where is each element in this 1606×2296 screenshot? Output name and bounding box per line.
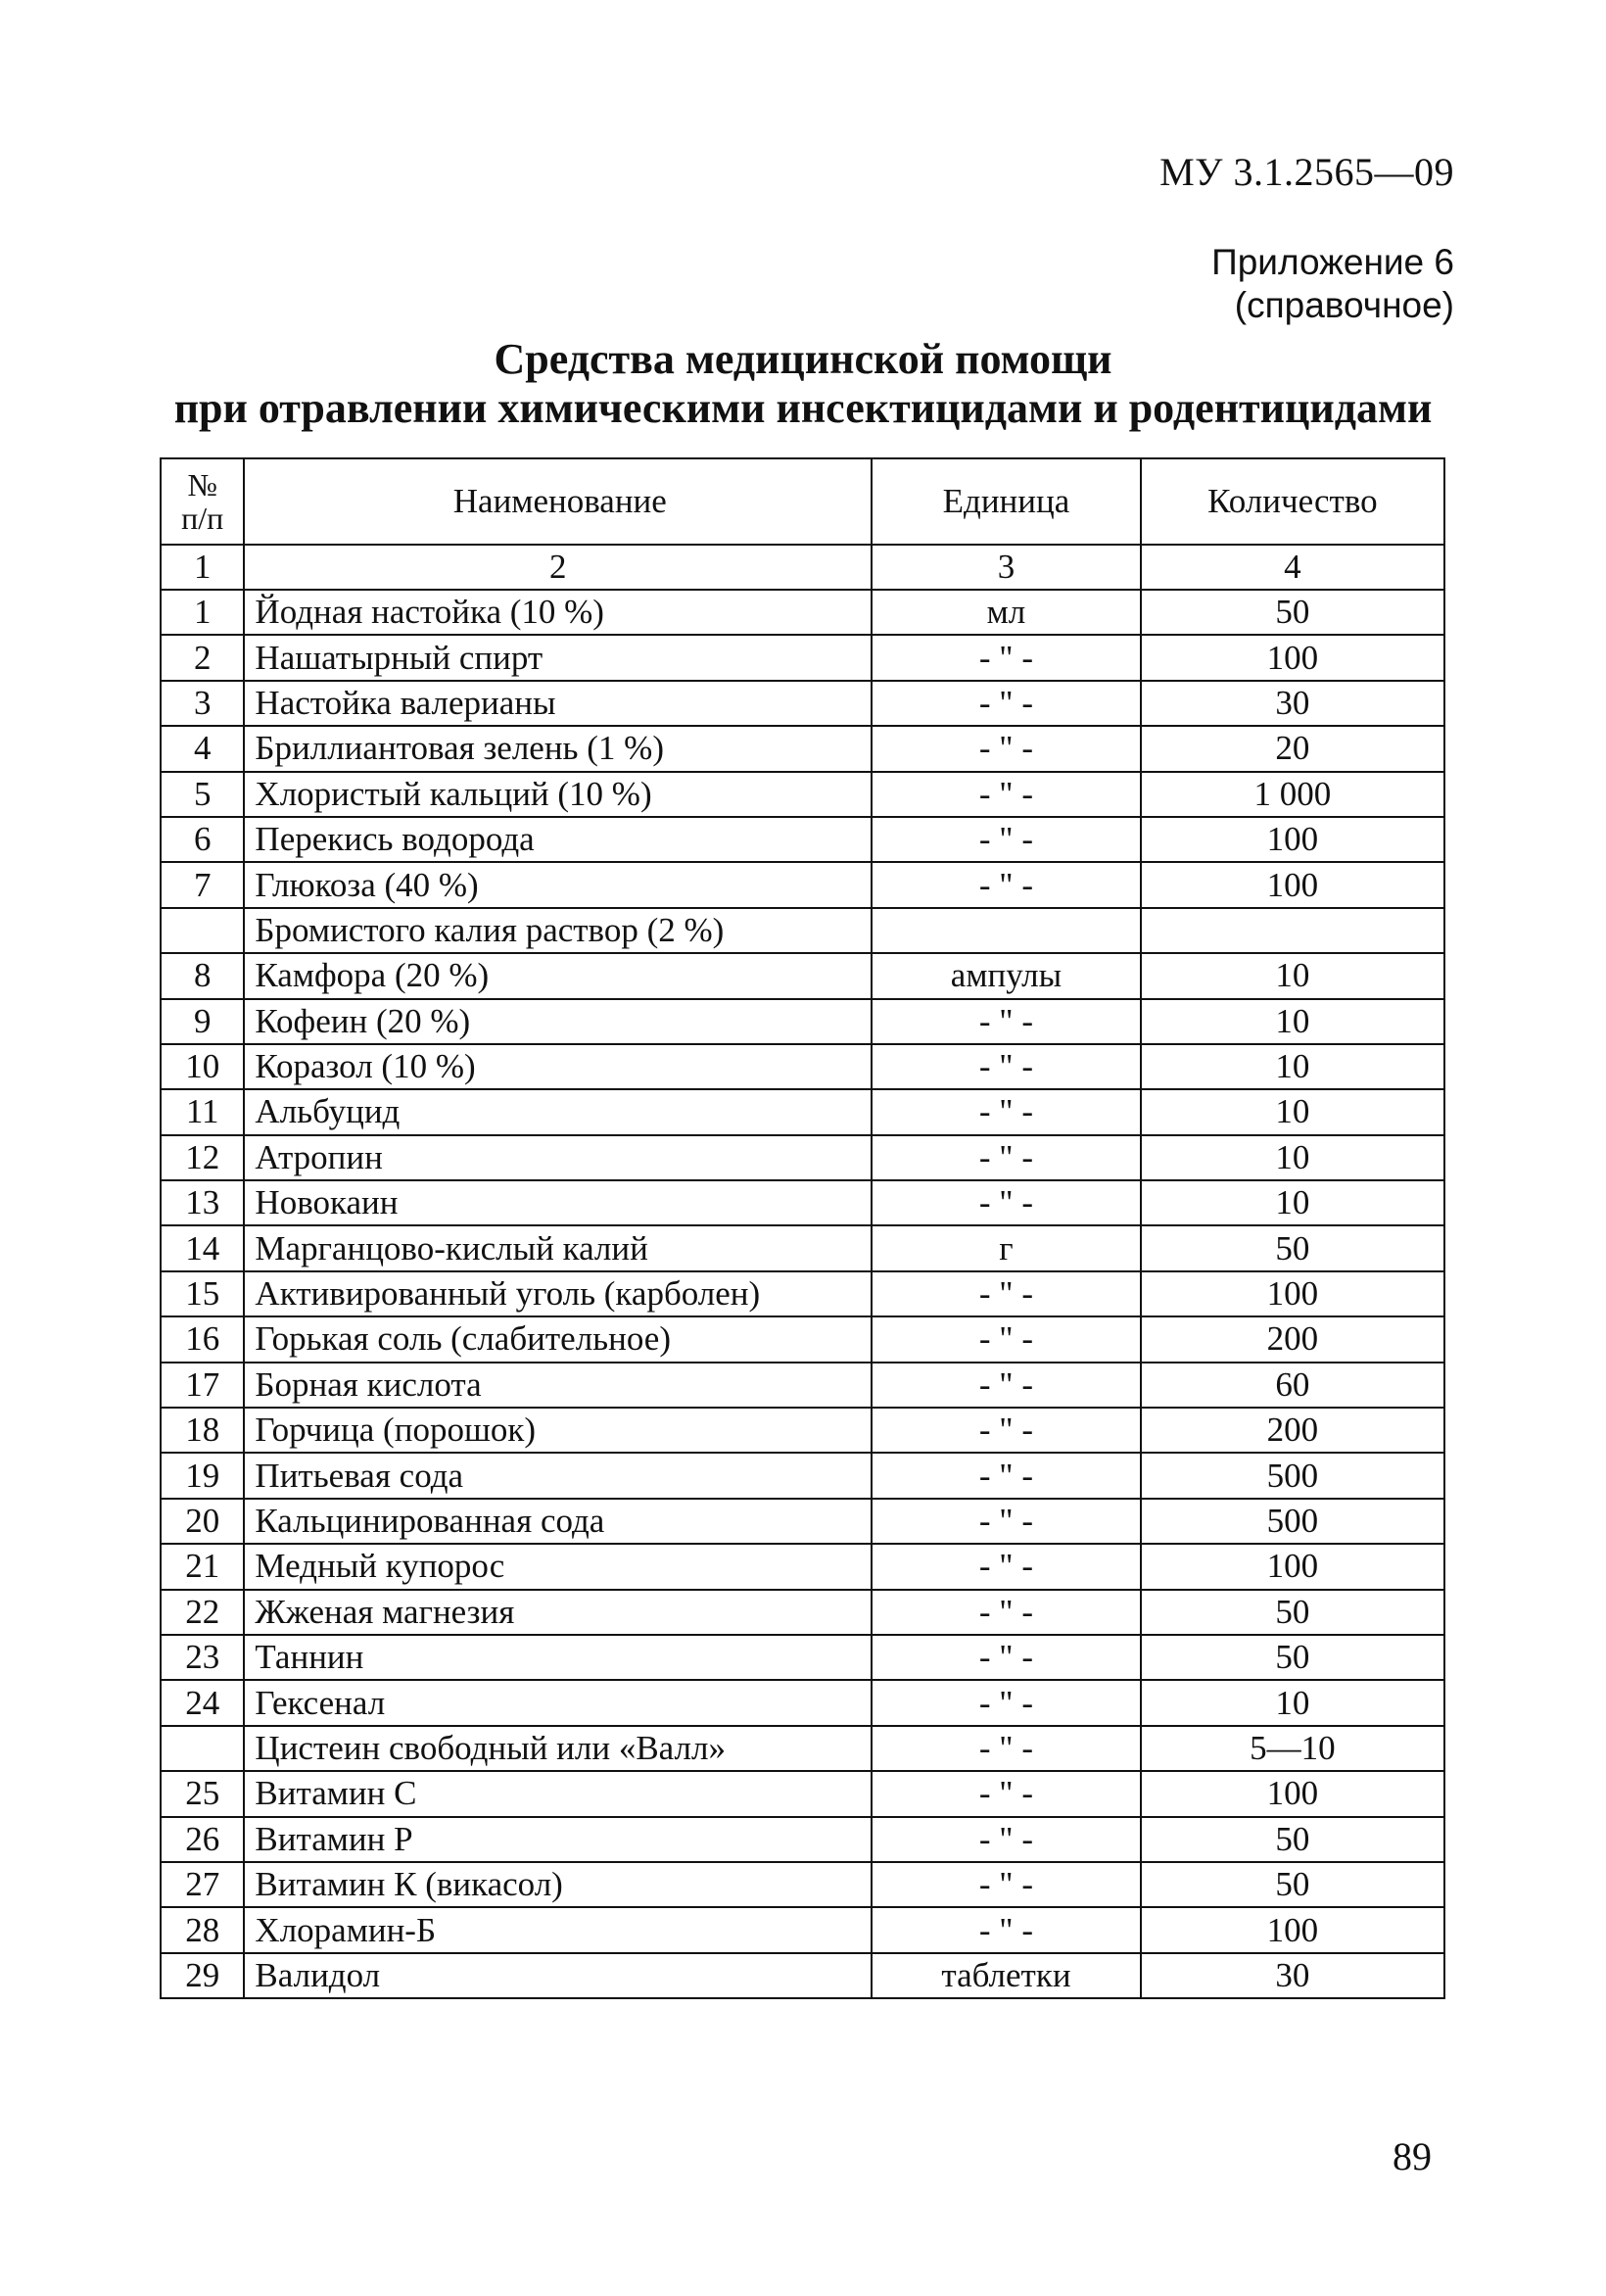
table-row (161, 1817, 1444, 1862)
title-line-2: при отравлении химическими инсектицидами и родентицидами (173, 384, 1433, 432)
table-row (161, 1907, 1444, 1952)
row-name: Коразол (10 %) (244, 1044, 872, 1089)
row-number: 6 (161, 817, 244, 862)
row-quantity: 100 (1141, 1544, 1444, 1589)
row-quantity: 1 000 (1141, 772, 1444, 817)
row-name: Витамин К (викасол) (244, 1862, 872, 1907)
table-row (161, 1225, 1444, 1270)
appendix-type: (справочное) (1234, 285, 1454, 325)
row-number: 19 (161, 1453, 244, 1498)
row-number: 20 (161, 1499, 244, 1544)
row-unit: - " - (872, 1363, 1141, 1408)
row-name: Хлористый кальций (10 %) (244, 772, 872, 817)
row-number: 27 (161, 1862, 244, 1907)
table-row (161, 1635, 1444, 1680)
row-name: Новокаин (244, 1180, 872, 1225)
row-name: Таннин (244, 1635, 872, 1680)
row-unit: - " - (872, 1499, 1141, 1544)
table-row (161, 1453, 1444, 1498)
row-quantity (1141, 908, 1444, 953)
table-row (161, 999, 1444, 1044)
row-name: Горькая соль (слабительное) (244, 1316, 872, 1362)
column-index: 1 (161, 545, 244, 590)
table-row (161, 1180, 1444, 1225)
row-quantity: 50 (1141, 1862, 1444, 1907)
table-row (161, 1408, 1444, 1453)
row-quantity: 100 (1141, 1907, 1444, 1952)
row-name: Гексенал (244, 1680, 872, 1725)
row-unit: - " - (872, 1044, 1141, 1089)
appendix-label (1211, 241, 1454, 327)
row-number: 29 (161, 1953, 244, 1998)
row-quantity: 10 (1141, 1089, 1444, 1134)
row-unit: - " - (872, 1817, 1141, 1862)
row-unit: - " - (872, 1635, 1141, 1680)
row-number: 3 (161, 681, 244, 726)
table-row (161, 817, 1444, 862)
row-quantity: 10 (1141, 1180, 1444, 1225)
row-quantity: 500 (1141, 1453, 1444, 1498)
row-unit: - " - (872, 1135, 1141, 1180)
row-quantity: 100 (1141, 862, 1444, 907)
medications-table (160, 457, 1445, 1999)
row-number: 1 (161, 590, 244, 635)
header-number-label: п/п (181, 501, 224, 536)
row-unit: - " - (872, 1316, 1141, 1362)
table-row (161, 1590, 1444, 1635)
table-header-row (161, 458, 1444, 545)
row-quantity: 10 (1141, 953, 1444, 998)
table-row (161, 1316, 1444, 1362)
row-name: Альбуцид (244, 1089, 872, 1134)
row-quantity: 30 (1141, 681, 1444, 726)
header-number (161, 458, 244, 545)
row-number: 24 (161, 1680, 244, 1725)
row-quantity: 10 (1141, 1135, 1444, 1180)
row-unit: - " - (872, 1271, 1141, 1316)
row-name: Витамин Р (244, 1817, 872, 1862)
row-quantity: 60 (1141, 1363, 1444, 1408)
table-row (161, 1771, 1444, 1816)
row-quantity: 500 (1141, 1499, 1444, 1544)
row-number: 17 (161, 1363, 244, 1408)
row-number (161, 908, 244, 953)
row-name: Активированный уголь (карболен) (244, 1271, 872, 1316)
table-row (161, 1953, 1444, 1998)
row-unit: - " - (872, 1907, 1141, 1952)
row-quantity: 100 (1141, 1771, 1444, 1816)
row-unit: - " - (872, 1680, 1141, 1725)
row-unit: - " - (872, 635, 1141, 680)
row-unit: - " - (872, 726, 1141, 771)
row-quantity: 50 (1141, 1817, 1444, 1862)
header-number-symbol: № (187, 467, 217, 502)
row-unit: - " - (872, 817, 1141, 862)
row-quantity: 200 (1141, 1316, 1444, 1362)
row-quantity: 100 (1141, 1271, 1444, 1316)
appendix-number: Приложение 6 (1211, 242, 1454, 282)
row-unit: - " - (872, 1544, 1141, 1589)
row-number: 5 (161, 772, 244, 817)
column-index: 4 (1141, 545, 1444, 590)
row-name: Бромистого калия раствор (2 %) (244, 908, 872, 953)
table-row (161, 1089, 1444, 1134)
row-unit: - " - (872, 1771, 1141, 1816)
header-quantity: Количество (1141, 458, 1444, 545)
row-name: Кофеин (20 %) (244, 999, 872, 1044)
row-unit: - " - (872, 1089, 1141, 1134)
row-quantity: 5—10 (1141, 1726, 1444, 1771)
row-number: 14 (161, 1225, 244, 1270)
row-unit: - " - (872, 862, 1141, 907)
header-name: Наименование (244, 458, 872, 545)
row-unit (872, 908, 1141, 953)
row-unit: - " - (872, 1726, 1141, 1771)
row-name: Жженая магнезия (244, 1590, 872, 1635)
row-name: Борная кислота (244, 1363, 872, 1408)
row-number: 16 (161, 1316, 244, 1362)
row-quantity: 10 (1141, 1044, 1444, 1089)
row-unit: - " - (872, 1453, 1141, 1498)
row-name: Хлорамин-Б (244, 1907, 872, 1952)
row-name: Нашатырный спирт (244, 635, 872, 680)
row-number: 4 (161, 726, 244, 771)
table-row (161, 1044, 1444, 1089)
row-unit: - " - (872, 1180, 1141, 1225)
row-number: 18 (161, 1408, 244, 1453)
row-name: Настойка валерианы (244, 681, 872, 726)
table-row (161, 1862, 1444, 1907)
table-row (161, 1680, 1444, 1725)
row-name: Горчица (порошок) (244, 1408, 872, 1453)
row-quantity: 20 (1141, 726, 1444, 771)
row-quantity: 10 (1141, 999, 1444, 1044)
row-unit: ампулы (872, 953, 1141, 998)
row-unit: - " - (872, 1862, 1141, 1907)
table-row (161, 1135, 1444, 1180)
table-row (161, 1363, 1444, 1408)
row-unit: - " - (872, 999, 1141, 1044)
row-quantity: 100 (1141, 635, 1444, 680)
table-row (161, 908, 1444, 953)
table-row (161, 726, 1444, 771)
row-number: 13 (161, 1180, 244, 1225)
row-name: Атропин (244, 1135, 872, 1180)
row-quantity: 10 (1141, 1680, 1444, 1725)
row-name: Марганцово-кислый калий (244, 1225, 872, 1270)
page-title (118, 335, 1488, 433)
row-number: 11 (161, 1089, 244, 1134)
table-body (161, 590, 1444, 1998)
row-quantity: 50 (1141, 1225, 1444, 1270)
row-quantity: 50 (1141, 590, 1444, 635)
row-name: Медный купорос (244, 1544, 872, 1589)
row-number: 12 (161, 1135, 244, 1180)
row-unit: - " - (872, 1590, 1141, 1635)
row-name: Йодная настойка (10 %) (244, 590, 872, 635)
table-row (161, 862, 1444, 907)
table-row (161, 635, 1444, 680)
table-row (161, 1544, 1444, 1589)
row-quantity: 100 (1141, 817, 1444, 862)
row-name: Глюкоза (40 %) (244, 862, 872, 907)
row-name: Питьевая сода (244, 1453, 872, 1498)
column-index: 2 (244, 545, 872, 590)
document-code: МУ 3.1.2565—09 (1159, 150, 1454, 194)
row-number: 21 (161, 1544, 244, 1589)
row-number: 26 (161, 1817, 244, 1862)
table-row (161, 772, 1444, 817)
row-number: 28 (161, 1907, 244, 1952)
header-unit: Единица (872, 458, 1141, 545)
row-unit: г (872, 1225, 1141, 1270)
row-unit: - " - (872, 772, 1141, 817)
row-number (161, 1726, 244, 1771)
row-number: 23 (161, 1635, 244, 1680)
row-number: 22 (161, 1590, 244, 1635)
table-row (161, 1726, 1444, 1771)
row-name: Перекись водорода (244, 817, 872, 862)
row-name: Валидол (244, 1953, 872, 1998)
row-number: 15 (161, 1271, 244, 1316)
table-row (161, 953, 1444, 998)
table-row (161, 590, 1444, 635)
row-unit: мл (872, 590, 1141, 635)
table-row (161, 1271, 1444, 1316)
column-index: 3 (872, 545, 1141, 590)
row-quantity: 30 (1141, 1953, 1444, 1998)
page-number: 89 (1393, 2134, 1432, 2178)
row-number: 25 (161, 1771, 244, 1816)
row-name: Цистеин свободный или «Валл» (244, 1726, 872, 1771)
row-unit: таблетки (872, 1953, 1141, 1998)
row-quantity: 200 (1141, 1408, 1444, 1453)
row-quantity: 50 (1141, 1635, 1444, 1680)
row-name: Кальцинированная сода (244, 1499, 872, 1544)
row-number: 9 (161, 999, 244, 1044)
row-number: 10 (161, 1044, 244, 1089)
row-name: Витамин С (244, 1771, 872, 1816)
column-index-row (161, 545, 1444, 590)
row-number: 7 (161, 862, 244, 907)
row-number: 2 (161, 635, 244, 680)
row-quantity: 50 (1141, 1590, 1444, 1635)
row-name: Камфора (20 %) (244, 953, 872, 998)
row-unit: - " - (872, 681, 1141, 726)
row-number: 8 (161, 953, 244, 998)
title-line-1: Средства медицинской помощи (494, 335, 1112, 383)
table-row (161, 1499, 1444, 1544)
row-name: Бриллиантовая зелень (1 %) (244, 726, 872, 771)
row-unit: - " - (872, 1408, 1141, 1453)
table-row (161, 681, 1444, 726)
